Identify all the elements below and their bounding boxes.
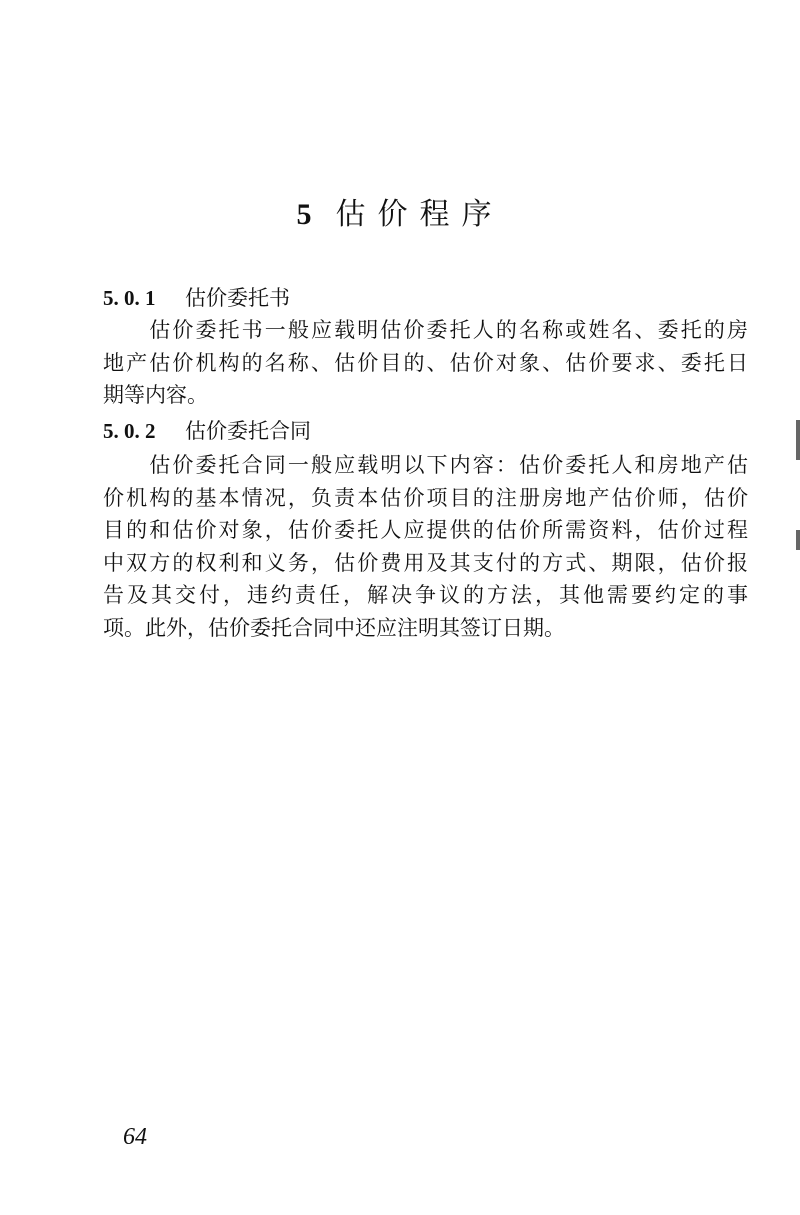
chapter-title <box>0 195 800 235</box>
paragraph-line: 估价委托合同一般应载明以下内容：估价委托人和房地产估 <box>103 453 748 477</box>
scan-edge-mark <box>796 420 800 460</box>
paragraph-line: 中双方的权利和义务，估价费用及其支付的方式、期限，估价报 <box>103 550 748 575</box>
paragraph-line: 项。此外，估价委托合同中还应注明其签订日期。 <box>103 615 565 640</box>
paragraph-line: 估价委托书一般应载明估价委托人的名称或姓名、委托的房 <box>103 318 748 342</box>
clause-heading <box>103 283 290 313</box>
page-number: 64 <box>123 1124 147 1150</box>
clause-heading <box>103 416 311 446</box>
chapter-number: 5 <box>296 198 314 231</box>
clause-number: 5. 0. 1 <box>103 286 156 310</box>
paragraph-line: 目的和估价对象，估价委托人应提供的估价所需资料，估价过程 <box>103 518 748 542</box>
paragraph-line: 期等内容。 <box>103 383 208 407</box>
clause-title: 估价委托书 <box>185 286 290 310</box>
chapter-name: 估价程序 <box>335 197 504 232</box>
clause-title: 估价委托合同 <box>185 419 311 443</box>
clause-paragraph <box>103 449 748 644</box>
paragraph-line: 告及其交付，违约责任，解决争议的方法，其他需要约定的事 <box>103 583 748 607</box>
scan-edge-mark <box>796 530 800 550</box>
clause-number: 5. 0. 2 <box>103 419 156 443</box>
clause-paragraph <box>103 314 748 412</box>
paragraph-line: 价机构的基本情况，负责本估价项目的注册房地产估价师，估价 <box>103 485 748 510</box>
paragraph-line: 地产估价机构的名称、估价目的、估价对象、估价要求、委托日 <box>103 350 748 375</box>
